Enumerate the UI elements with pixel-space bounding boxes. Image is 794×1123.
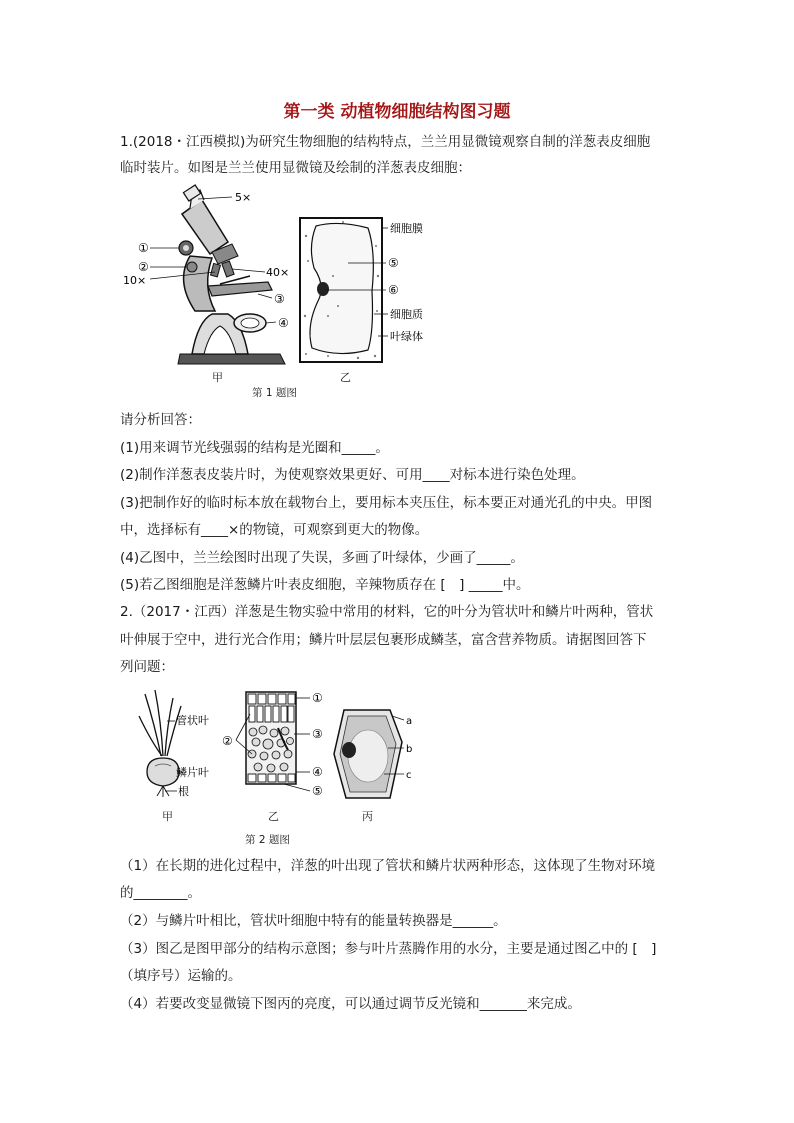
fig2-label-bing: 丙 bbox=[362, 810, 373, 823]
label-cytoplasm: 细胞质 bbox=[390, 308, 423, 321]
q1-stem-line-1: 1.(2018・江西模拟)为研究生物细胞的结构特点，兰兰用显微镜观察自制的洋葱表皮细胞 bbox=[120, 134, 651, 150]
fig1-label-jia: 甲 bbox=[212, 371, 223, 384]
plant-cell-figure bbox=[328, 706, 418, 804]
q1-sub-3-line-1: (3)把制作好的临时标本放在载物台上，要用标本夹压住，标本要正对通光孔的中央。甲图 bbox=[120, 495, 653, 511]
q1-sub-1: (1)用来调节光线强弱的结构是光圈和_____。 bbox=[120, 440, 389, 456]
fig1-caption: 第 1 题图 bbox=[252, 387, 297, 399]
label-tissue-1: ① bbox=[312, 691, 323, 705]
q1-sub-5: (5)若乙图细胞是洋葱鳞片叶表皮细胞，辛辣物质存在 [ ] _____中。 bbox=[120, 577, 530, 593]
label-mic-3: ③ bbox=[274, 292, 285, 306]
page-title: 第一类 动植物细胞结构图习题 bbox=[283, 102, 511, 122]
leaf-tissue-figure bbox=[218, 688, 333, 803]
q1-prompt: 请分析回答： bbox=[120, 412, 201, 428]
label-cell-a: a bbox=[406, 716, 413, 727]
fig2-caption: 第 2 题图 bbox=[245, 834, 290, 846]
label-cell-b: b bbox=[406, 744, 413, 755]
q1-stem-line-2: 临时装片。如图是兰兰使用显微镜及绘制的洋葱表皮细胞： bbox=[120, 160, 471, 176]
label-mic-2: ② bbox=[138, 260, 149, 274]
label-cell-membrane: 细胞膜 bbox=[390, 222, 423, 235]
label-cell-5: ⑤ bbox=[388, 256, 399, 270]
q1-sub-4: (4)乙图中，兰兰绘图时出现了失误，多画了叶绿体，少画了_____。 bbox=[120, 550, 524, 566]
label-objective-10x: 10× bbox=[123, 274, 147, 287]
label-cell-c: c bbox=[406, 770, 412, 781]
fig2-label-jia: 甲 bbox=[162, 810, 173, 823]
label-tissue-4: ④ bbox=[312, 765, 323, 779]
q2-stem-line-2: 叶伸展于空中，进行光合作用；鳞片叶层层包裹形成鳞茎，富含营养物质。请据图回答下 bbox=[120, 632, 647, 648]
label-tube-leaf: 管状叶 bbox=[176, 714, 209, 727]
q2-stem-line-3: 列问题： bbox=[120, 659, 174, 675]
label-tissue-2: ② bbox=[222, 734, 233, 748]
onion-cell-figure bbox=[298, 216, 433, 366]
fig1-label-yi: 乙 bbox=[340, 371, 351, 384]
microscope-figure bbox=[120, 186, 295, 376]
label-cell-6: ⑥ bbox=[388, 283, 399, 297]
label-tissue-3: ③ bbox=[312, 727, 323, 741]
q1-sub-2: (2)制作洋葱表皮装片时，为使观察效果更好、可用____对标本进行染色处理。 bbox=[120, 467, 585, 483]
onion-plant-figure bbox=[125, 686, 225, 801]
label-mic-1: ① bbox=[138, 241, 149, 255]
label-chloroplast: 叶绿体 bbox=[390, 330, 423, 343]
label-root: 根 bbox=[178, 785, 189, 798]
label-mic-4: ④ bbox=[278, 316, 289, 330]
q2-stem-line-1: 2.（2017・江西）洋葱是生物实验中常用的材料，它的叶分为管状叶和鳞片叶两种，管状 bbox=[120, 604, 654, 620]
label-eyepiece-5x: 5× bbox=[235, 191, 252, 204]
q2-sub-2: （2）与鳞片叶相比，管状叶细胞中特有的能量转换器是______。 bbox=[120, 913, 507, 929]
label-objective-40x: 40× bbox=[266, 266, 290, 279]
label-tissue-5: ⑤ bbox=[312, 784, 323, 798]
q1-sub-3-line-2: 中，选择标有____×的物镜，可观察到更大的物像。 bbox=[120, 522, 429, 538]
q2-sub-1-line-1: （1）在长期的进化过程中，洋葱的叶出现了管状和鳞片状两种形态，这体现了生物对环境 bbox=[120, 858, 656, 874]
q2-sub-1-line-2: 的________。 bbox=[120, 885, 201, 901]
q2-sub-3-line-2: （填序号）运输的。 bbox=[120, 968, 242, 984]
q2-sub-3-line-1: （3）图乙是图甲部分的结构示意图；参与叶片蒸腾作用的水分，主要是通过图乙中的 [ ] bbox=[120, 941, 657, 957]
label-scale-leaf: 鳞片叶 bbox=[176, 766, 209, 779]
q2-sub-4: （4）若要改变显微镜下图丙的亮度，可以通过调节反光镜和_______来完成。 bbox=[120, 996, 581, 1012]
fig2-label-yi: 乙 bbox=[268, 810, 279, 823]
